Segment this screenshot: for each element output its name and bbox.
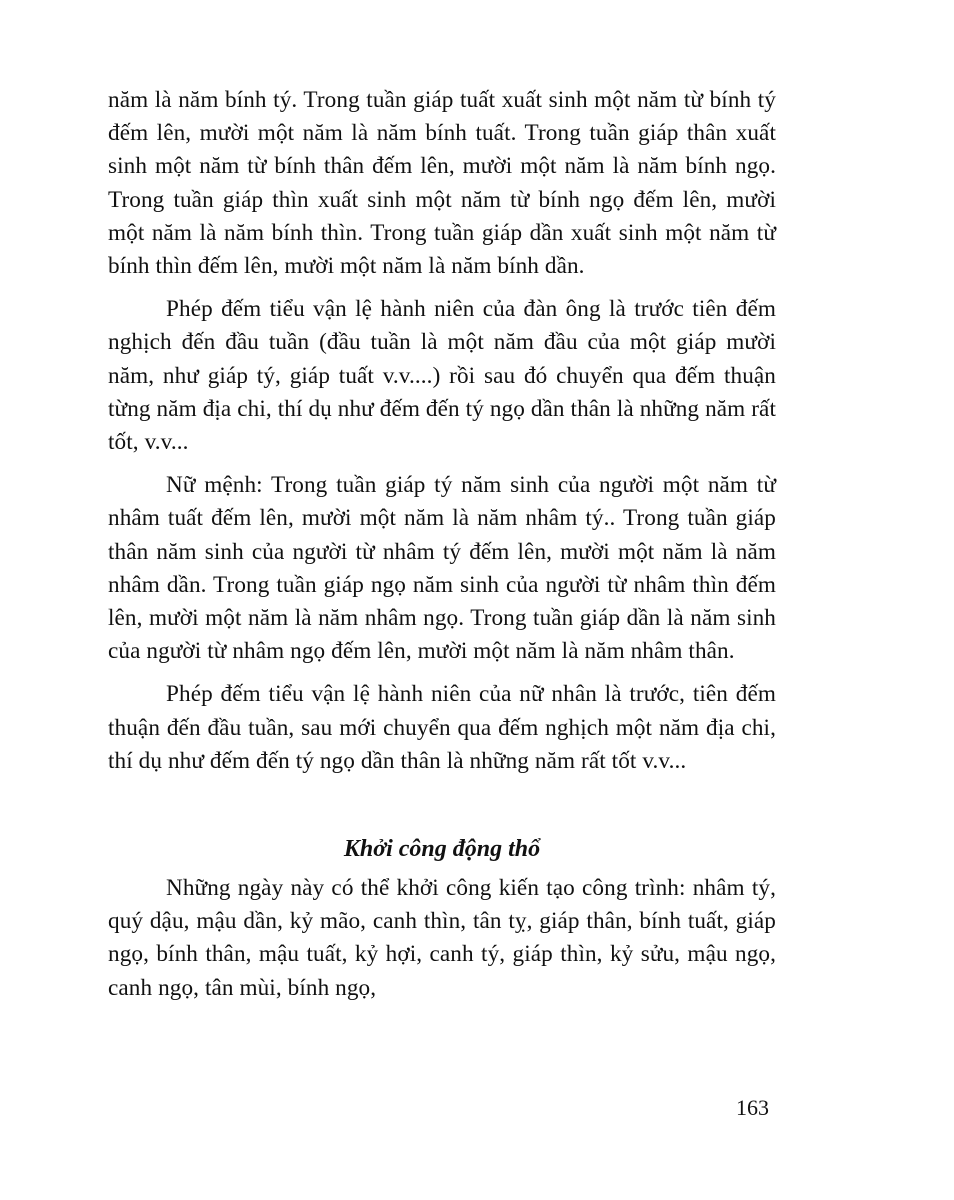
section-heading: Khởi công động thổ: [343, 836, 541, 863]
paragraph-male-count: Phép đếm tiểu vận lệ hành niên của đàn ông là trước tiên đếm nghịch đến đầu tuần (đầu tuần là một năm đầu của một giáp mười năm, như giáp tý, giáp tuất v.v....) rồi sau đó chuyển qua đếm thuận từng năm địa chi, thí dụ như đếm đến tý ngọ dần thân là những năm rất tốt, v.v...: [108, 296, 776, 456]
paragraph-female-destiny: Nữ mệnh: Trong tuần giáp tý năm sinh của người một năm từ nhâm tuất đếm lên, mười một năm là năm nhâm tý.. Trong tuần giáp thân năm sinh của người từ nhâm tý đếm lên, mười một năm là năm nhâm dần. Trong tuần giáp ngọ năm sinh của người từ nhâm thìn đếm lên, mười một năm là năm nhâm ngọ. Trong tuần giáp dần là năm sinh của người từ nhâm ngọ đếm lên, mười một năm là năm nhâm thân.: [108, 472, 776, 665]
paragraph-construction-days: Những ngày này có thể khởi công kiến tạo công trình: nhâm tý, quý dậu, mậu dần, kỷ mão, canh thìn, tân tỵ, giáp thân, bính tuất, giáp ngọ, bính thân, mậu tuất, kỷ hợi, canh tý, giáp thìn, kỷ sửu, mậu ngọ, canh ngọ, tân mùi, bính ngọ,: [108, 875, 776, 1001]
paragraph-female-count: Phép đếm tiểu vận lệ hành niên của nữ nhân là trước, tiên đếm thuận đến đầu tuần, sau mới chuyển qua đếm nghịch một năm địa chi, thí dụ như đếm đến tý ngọ dần thân là những năm rất tốt v.v...: [108, 681, 776, 774]
paragraph-continuation: năm là năm bính tý. Trong tuần giáp tuất xuất sinh một năm từ bính tý đếm lên, mười một năm là năm bính tuất. Trong tuần giáp thân xuất sinh một năm từ bính thân đếm lên, mười một năm là năm bính ngọ. Trong tuần giáp thìn xuất sinh một năm từ bính ngọ đếm lên, mười một năm là năm bính thìn. Trong tuần giáp dần xuất sinh một năm từ bính thìn đếm lên, mười một năm là năm bính dần.: [108, 87, 776, 280]
page-number: 163: [736, 1095, 769, 1120]
page-body: [108, 84, 776, 1005]
